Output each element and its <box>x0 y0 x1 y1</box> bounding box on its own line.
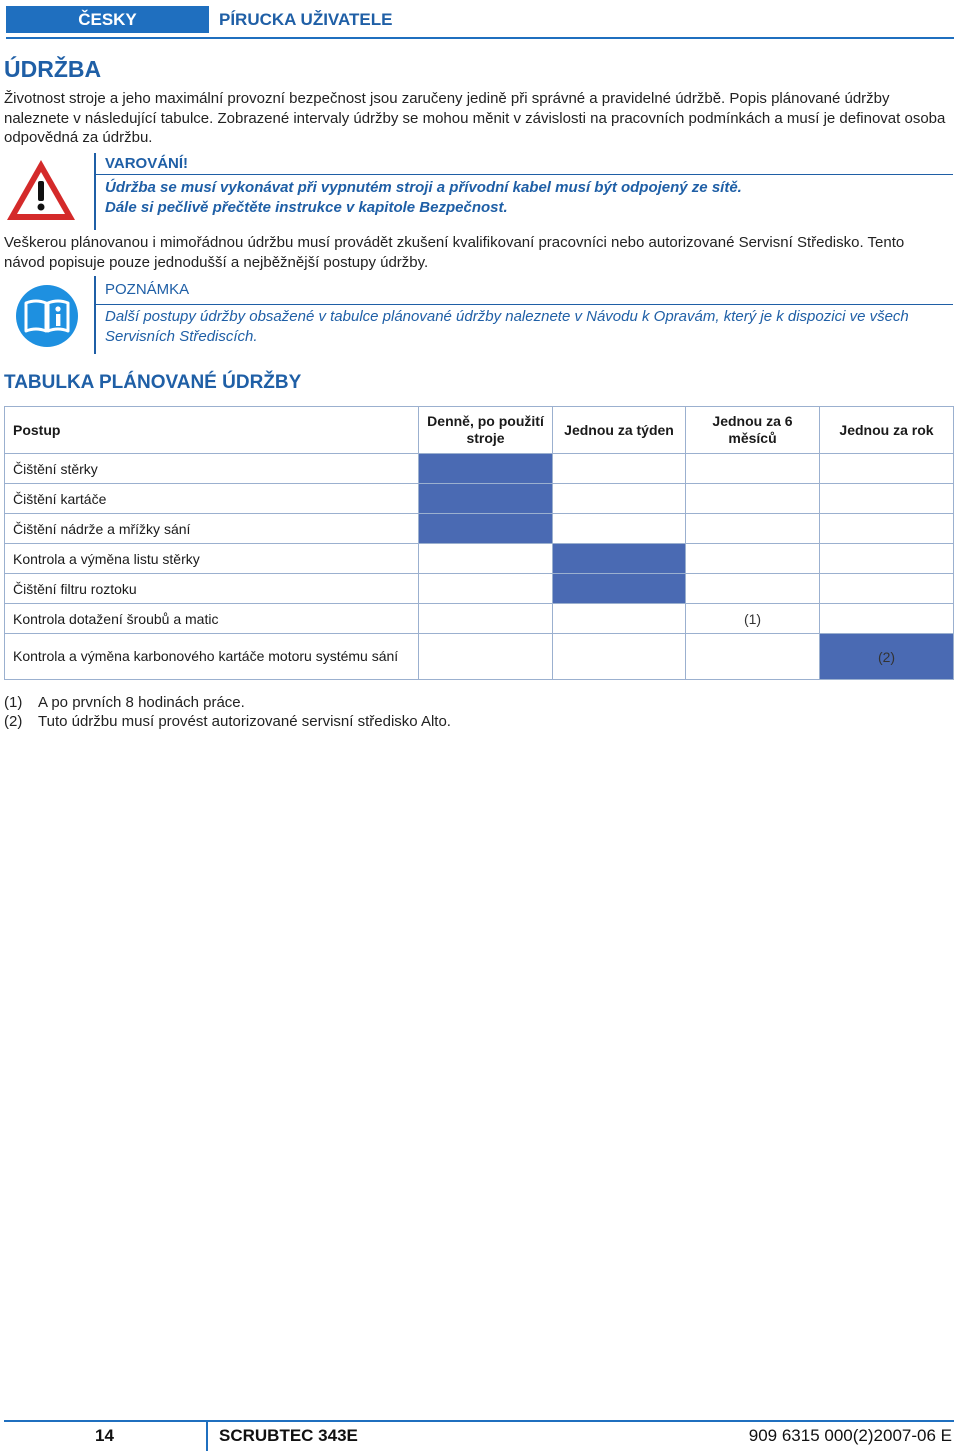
warning-bar <box>94 153 96 230</box>
empty-cell <box>419 574 553 604</box>
empty-cell <box>820 574 954 604</box>
body-paragraph: Veškerou plánovanou i mimořádnou údržbu musí provádět zkušení kvalifikovaní pracovníci nebo autorizované Servisní Středisko. Tento návod popisuje pouze jednodušší a nejběžnější postupy údržby. <box>4 234 905 271</box>
interval-mark <box>419 514 553 544</box>
interval-note-cell: (1) <box>686 604 820 634</box>
table-row <box>5 454 954 484</box>
language-tab: ČESKY <box>6 6 209 33</box>
maintenance-table <box>4 406 954 680</box>
empty-cell <box>553 634 686 680</box>
footnote-number: (1) <box>4 694 23 711</box>
interval-mark <box>419 454 553 484</box>
schedule-title: TABULKA PLÁNOVANÉ ÚDRŽBY <box>4 372 302 393</box>
warning-heading: VAROVÁNÍ! <box>105 155 189 172</box>
column-header: Postup <box>5 407 419 454</box>
column-header: Jednou za týden <box>553 407 686 454</box>
interval-mark <box>419 484 553 514</box>
task-cell: Čištění kartáče <box>5 484 419 514</box>
note-bar <box>94 276 96 354</box>
footer-divider <box>4 1420 954 1422</box>
footnote <box>4 694 245 711</box>
footnote-text: Tuto údržbu musí provést autorizované servisní středisko Alto. <box>38 713 451 730</box>
task-cell: Čištění filtru roztoku <box>5 574 419 604</box>
interval-mark <box>553 574 686 604</box>
footer-separator <box>206 1420 208 1451</box>
task-cell: Čištění nádrže a mřížky sání <box>5 514 419 544</box>
interval-mark <box>553 544 686 574</box>
header-divider <box>6 37 954 39</box>
section-title: ÚDRŽBA <box>4 56 102 82</box>
empty-cell <box>820 544 954 574</box>
footnote-number: (2) <box>4 713 23 730</box>
model-name: SCRUBTEC 343E <box>219 1426 358 1445</box>
task-cell: Čištění stěrky <box>5 454 419 484</box>
table-row <box>5 574 954 604</box>
task-cell: Kontrola dotažení šroubů a matic <box>5 604 419 634</box>
footnote-text: A po prvních 8 hodinách práce. <box>38 694 245 711</box>
empty-cell <box>820 514 954 544</box>
manual-title: PÍRUCKA UŽIVATELE <box>219 9 393 29</box>
empty-cell <box>820 484 954 514</box>
empty-cell <box>419 604 553 634</box>
empty-cell <box>419 544 553 574</box>
table-row <box>5 634 954 680</box>
manual-info-icon <box>14 283 80 349</box>
column-header: Jednou za rok <box>820 407 954 454</box>
note-divider <box>96 304 953 305</box>
column-header: Denně, po použití stroje <box>419 407 553 454</box>
warning-text <box>105 178 742 218</box>
table-row <box>5 514 954 544</box>
page-number: 14 <box>95 1426 114 1445</box>
warning-triangle-icon <box>4 157 78 223</box>
empty-cell <box>686 484 820 514</box>
empty-cell <box>820 604 954 634</box>
empty-cell <box>553 604 686 634</box>
empty-cell <box>553 454 686 484</box>
intro-paragraph: Životnost stroje a jeho maximální provozní bezpečnost jsou zaručeny jedině při správné a pravidelné údržbě. Popis plánované údržby naleznete v následující tabulce. Zobrazené intervaly údržby se mohou měnit v závislosti na pracovních podmínkách a musí je definovat osoba odpovědná za údržbu. <box>4 90 946 146</box>
column-header: Jednou za 6 měsíců <box>686 407 820 454</box>
empty-cell <box>686 514 820 544</box>
note-heading: POZNÁMKA <box>105 281 190 298</box>
task-cell: Kontrola a výměna listu stěrky <box>5 544 419 574</box>
warning-line-2: Dále si pečlivě přečtěte instrukce v kapitole Bezpečnost. <box>105 199 508 216</box>
table-row <box>5 484 954 514</box>
empty-cell <box>686 454 820 484</box>
table-header-row <box>5 407 954 454</box>
empty-cell <box>820 454 954 484</box>
empty-cell <box>553 514 686 544</box>
document-code: 909 6315 000(2)2007-06 E <box>748 1426 952 1445</box>
empty-cell <box>419 634 553 680</box>
empty-cell <box>686 634 820 680</box>
empty-cell <box>553 484 686 514</box>
table-row <box>5 604 954 634</box>
empty-cell <box>686 574 820 604</box>
warning-divider <box>96 174 953 175</box>
warning-line-1: Údržba se musí vykonávat při vypnutém stroji a přívodní kabel musí být odpojený ze sítě. <box>105 179 742 196</box>
footnote <box>4 713 451 730</box>
task-cell: Kontrola a výměna karbonového kartáče motoru systému sání <box>5 634 419 680</box>
table-row <box>5 544 954 574</box>
empty-cell <box>686 544 820 574</box>
note-text: Další postupy údržby obsažené v tabulce plánované údržby naleznete v Návodu k Opravám, který je k dispozici ve všech Servisních Střediscích. <box>105 308 909 345</box>
interval-mark-with-note: (2) <box>820 634 954 680</box>
